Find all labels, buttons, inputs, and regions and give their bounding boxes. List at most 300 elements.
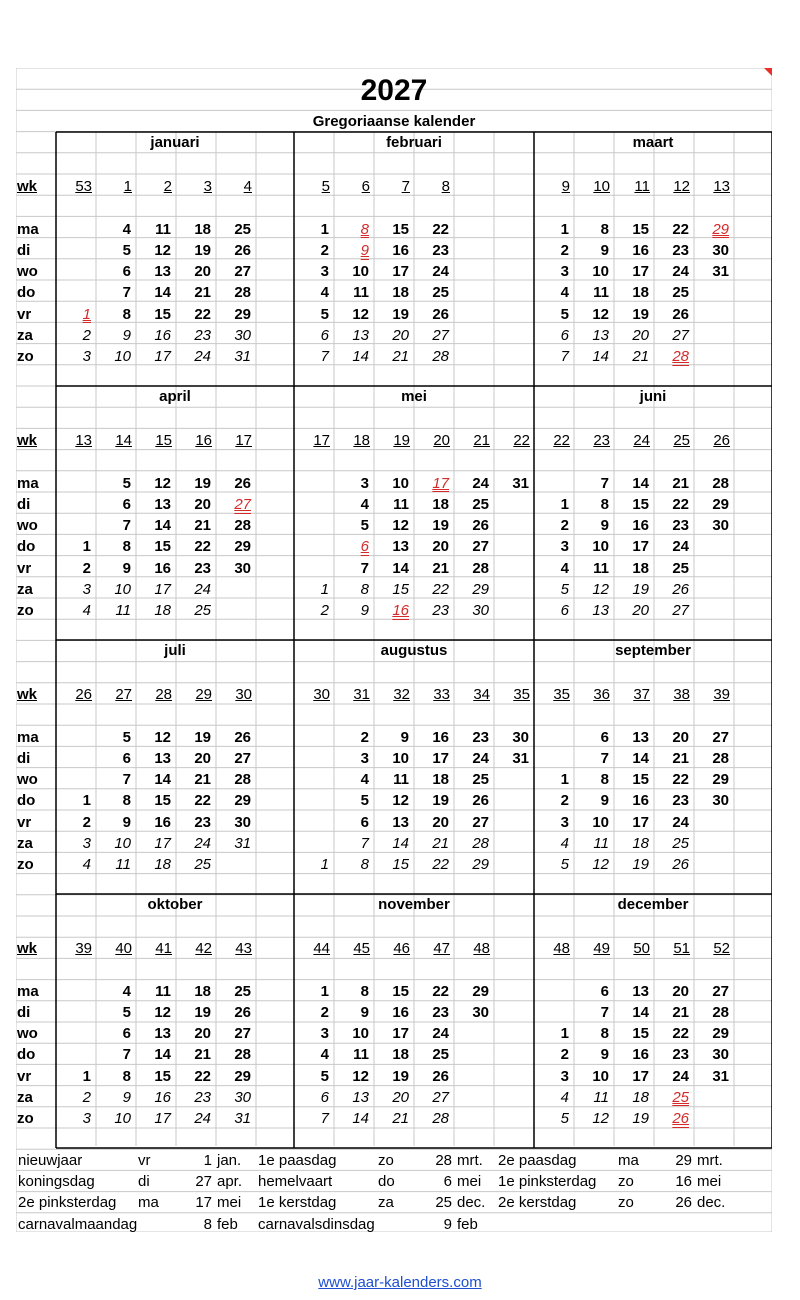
day-number: 7 (560, 348, 569, 365)
day-number: 10 (114, 834, 131, 852)
day-label: ma (17, 474, 39, 492)
day-number: 14 (352, 1110, 369, 1127)
day-number: 11 (393, 771, 409, 789)
day-number: 19 (432, 517, 449, 535)
holiday-date: 26 (672, 1110, 689, 1127)
day-number: 29 (712, 771, 729, 789)
day-number: 13 (154, 496, 171, 513)
week-number: 25 (673, 432, 690, 450)
day-label: za (17, 326, 33, 344)
day-number: 28 (234, 284, 251, 302)
week-number: 4 (243, 178, 252, 196)
day-number: 15 (392, 856, 409, 873)
day-number: 12 (352, 305, 369, 323)
holiday-name: 1e paasdag (258, 1152, 337, 1169)
day-number: 24 (194, 348, 211, 365)
day-number: 5 (122, 242, 131, 259)
day-number: 17 (632, 538, 649, 556)
day-number: 17 (154, 348, 171, 365)
day-number: 25 (472, 496, 489, 513)
day-number: 2 (82, 813, 91, 831)
holiday-date: 27 (234, 496, 251, 513)
day-number: 27 (432, 326, 449, 344)
day-number: 2 (82, 559, 91, 577)
week-number: 30 (235, 686, 252, 704)
day-number: 20 (632, 326, 649, 344)
day-number: 26 (472, 792, 489, 810)
day-number: 23 (672, 792, 689, 810)
day-number: 18 (632, 1088, 649, 1106)
day-number: 9 (122, 559, 131, 577)
day-number: 26 (672, 305, 689, 323)
day-number: 4 (122, 220, 131, 238)
day-label: do (17, 792, 36, 810)
calendar-sheet (16, 68, 772, 1232)
day-number: 4 (320, 284, 329, 302)
day-number: 12 (592, 856, 609, 873)
day-number: 5 (122, 728, 131, 746)
day-number: 22 (432, 982, 449, 1000)
day-number: 21 (432, 559, 449, 577)
day-number: 7 (320, 1110, 329, 1127)
day-number: 2 (560, 517, 569, 535)
day-label: za (17, 1088, 33, 1106)
day-number: 23 (194, 1088, 211, 1106)
day-number: 14 (632, 1004, 649, 1021)
day-number: 9 (600, 517, 609, 535)
week-number: 23 (593, 432, 610, 450)
day-number: 16 (632, 517, 649, 535)
day-number: 1 (560, 220, 569, 238)
day-number: 22 (194, 1067, 211, 1085)
week-number: 1 (123, 178, 132, 196)
holiday-weekday: zo (618, 1194, 634, 1212)
week-number: 34 (473, 686, 490, 704)
day-number: 22 (672, 1025, 689, 1043)
day-number: 12 (352, 1067, 369, 1085)
holiday-day: 17 (195, 1194, 212, 1212)
day-number: 25 (194, 856, 211, 873)
day-number: 29 (234, 305, 251, 323)
day-number: 8 (600, 496, 609, 513)
week-number: 3 (203, 178, 212, 196)
holiday-date: 28 (672, 348, 689, 365)
week-number: 27 (115, 686, 132, 704)
day-number: 14 (154, 1046, 171, 1064)
day-number: 9 (600, 792, 609, 810)
holiday-date: 9 (360, 242, 369, 259)
day-number: 23 (432, 602, 449, 619)
day-label: vr (17, 559, 32, 577)
day-number: 2 (320, 242, 329, 259)
week-number: 50 (633, 940, 650, 958)
day-label: di (17, 1004, 31, 1021)
holiday-day: 27 (195, 1173, 212, 1191)
day-number: 1 (82, 792, 91, 810)
day-number: 4 (320, 1046, 329, 1064)
day-number: 24 (194, 1110, 211, 1127)
day-number: 24 (672, 538, 689, 556)
day-number: 27 (712, 982, 729, 1000)
day-number: 29 (712, 496, 729, 513)
carnival-day: 8 (203, 1215, 212, 1233)
day-number: 10 (352, 263, 369, 281)
week-number: 22 (513, 432, 530, 450)
day-number: 1 (320, 982, 329, 1000)
day-number: 21 (432, 834, 449, 852)
day-number: 13 (352, 1088, 369, 1106)
day-label: ma (17, 220, 39, 238)
website-link[interactable]: www.jaar-kalenders.com (318, 1274, 482, 1291)
day-number: 31 (234, 834, 251, 852)
day-number: 23 (672, 1046, 689, 1064)
day-number: 23 (432, 1004, 449, 1021)
day-number: 31 (512, 474, 529, 492)
week-number: 2 (163, 178, 172, 196)
day-number: 31 (512, 750, 529, 767)
week-number: 7 (401, 178, 410, 196)
day-number: 14 (352, 348, 369, 365)
day-number: 28 (432, 348, 449, 365)
day-label: do (17, 1046, 36, 1064)
day-number: 24 (432, 263, 449, 281)
day-number: 13 (352, 326, 369, 344)
day-number: 10 (392, 750, 409, 767)
week-number: 20 (433, 432, 450, 450)
day-number: 27 (234, 263, 251, 281)
week-number: 24 (633, 432, 650, 450)
day-number: 3 (82, 1110, 91, 1127)
day-number: 31 (712, 263, 729, 281)
day-number: 7 (360, 834, 369, 852)
day-number: 2 (320, 602, 329, 619)
day-number: 8 (360, 856, 369, 873)
comment-marker-icon (764, 68, 772, 76)
day-number: 22 (194, 305, 211, 323)
day-number: 24 (472, 750, 489, 767)
day-number: 9 (122, 813, 131, 831)
week-number: 45 (353, 940, 370, 958)
day-number: 24 (432, 1025, 449, 1043)
day-number: 18 (392, 1046, 409, 1064)
day-number: 12 (154, 1004, 171, 1021)
day-number: 30 (234, 813, 251, 831)
day-number: 2 (360, 728, 369, 746)
day-number: 25 (672, 284, 689, 302)
day-label: di (17, 496, 31, 513)
holiday-date: 29 (712, 220, 729, 238)
day-number: 8 (360, 580, 369, 598)
day-number: 5 (560, 1110, 569, 1127)
day-number: 16 (392, 1004, 409, 1021)
day-number: 15 (154, 792, 171, 810)
day-number: 23 (672, 242, 689, 259)
day-number: 12 (592, 1110, 609, 1127)
day-number: 14 (632, 474, 649, 492)
day-number: 26 (234, 728, 251, 746)
holiday-day: 26 (675, 1194, 692, 1212)
day-number: 5 (560, 856, 569, 873)
day-number: 16 (392, 242, 409, 259)
holiday-weekday: ma (138, 1194, 159, 1212)
day-number: 8 (122, 305, 131, 323)
carnival-day: 9 (443, 1215, 452, 1233)
day-number: 27 (672, 602, 689, 619)
holiday-month: mrt. (457, 1152, 483, 1169)
day-number: 29 (712, 1025, 729, 1043)
day-number: 28 (712, 1004, 729, 1021)
day-number: 3 (360, 750, 369, 767)
day-number: 26 (672, 580, 689, 598)
day-label: zo (17, 1110, 34, 1127)
holiday-day: 6 (443, 1173, 452, 1191)
day-number: 7 (122, 1046, 131, 1064)
week-number: 48 (553, 940, 570, 958)
holiday-day: 29 (675, 1152, 692, 1169)
week-number: 37 (633, 686, 650, 704)
day-number: 15 (632, 496, 649, 513)
day-label: za (17, 580, 33, 598)
day-number: 5 (122, 1004, 131, 1021)
holiday-weekday: za (378, 1194, 394, 1212)
day-number: 28 (712, 750, 729, 767)
day-label: zo (17, 856, 34, 873)
week-number: 49 (593, 940, 610, 958)
day-number: 20 (194, 496, 211, 513)
day-number: 3 (360, 474, 369, 492)
day-number: 15 (392, 220, 409, 238)
day-label: ma (17, 728, 39, 746)
holiday-date: 16 (392, 602, 409, 619)
day-number: 6 (122, 496, 131, 513)
holiday-day: 16 (675, 1173, 692, 1191)
day-number: 11 (593, 834, 609, 852)
month-name: september (615, 642, 691, 659)
day-number: 20 (672, 982, 689, 1000)
day-number: 20 (194, 750, 211, 767)
holiday-day: 1 (203, 1152, 212, 1169)
week-number: 29 (195, 686, 212, 704)
day-label: do (17, 538, 36, 556)
day-number: 27 (432, 1088, 449, 1106)
day-number: 16 (632, 242, 649, 259)
day-number: 6 (122, 263, 131, 281)
holiday-name: nieuwjaar (18, 1152, 83, 1169)
week-label: wk (17, 178, 38, 196)
day-number: 11 (593, 284, 609, 302)
day-number: 13 (592, 326, 609, 344)
day-number: 20 (194, 263, 211, 281)
day-number: 19 (432, 792, 449, 810)
day-label: zo (17, 602, 34, 619)
day-label: zo (17, 348, 34, 365)
day-number: 7 (600, 474, 609, 492)
day-number: 28 (472, 559, 489, 577)
day-number: 12 (154, 474, 171, 492)
week-number: 36 (593, 686, 610, 704)
day-number: 14 (154, 771, 171, 789)
day-number: 7 (122, 771, 131, 789)
day-number: 30 (234, 1088, 251, 1106)
week-number: 17 (235, 432, 252, 450)
week-label: wk (17, 432, 38, 450)
day-number: 21 (194, 1046, 211, 1064)
day-number: 28 (472, 834, 489, 852)
day-number: 26 (234, 242, 251, 259)
day-number: 18 (154, 856, 171, 873)
holiday-date: 8 (360, 220, 369, 238)
day-number: 10 (114, 1110, 131, 1127)
month-name: april (159, 388, 191, 405)
day-number: 15 (392, 580, 409, 598)
week-number: 8 (441, 178, 450, 196)
day-number: 25 (472, 771, 489, 789)
day-number: 22 (194, 792, 211, 810)
holiday-month: jan. (217, 1152, 242, 1169)
day-number: 20 (392, 1088, 409, 1106)
week-number: 40 (115, 940, 132, 958)
day-number: 23 (194, 326, 211, 344)
day-number: 2 (82, 326, 91, 344)
month-name: augustus (380, 642, 448, 659)
day-number: 26 (672, 856, 689, 873)
day-number: 20 (632, 602, 649, 619)
day-number: 21 (392, 348, 409, 365)
day-number: 6 (360, 813, 369, 831)
holiday-name: 2e pinksterdag (18, 1194, 117, 1212)
day-number: 17 (632, 263, 649, 281)
holiday-weekday: zo (618, 1173, 634, 1191)
day-number: 10 (114, 580, 131, 598)
day-number: 19 (632, 580, 649, 598)
day-number: 17 (154, 834, 171, 852)
day-number: 9 (400, 728, 409, 746)
day-number: 1 (320, 856, 329, 873)
day-number: 6 (320, 1088, 329, 1106)
day-number: 26 (472, 517, 489, 535)
day-number: 17 (154, 1110, 171, 1127)
day-number: 29 (234, 1067, 251, 1085)
week-number: 42 (195, 940, 212, 958)
day-number: 21 (194, 517, 211, 535)
week-number: 14 (115, 432, 132, 450)
day-number: 11 (115, 602, 131, 619)
day-number: 13 (154, 263, 171, 281)
day-number: 17 (432, 750, 449, 767)
holiday-month: mrt. (697, 1152, 723, 1169)
day-number: 25 (672, 834, 689, 852)
week-number: 11 (634, 178, 650, 196)
day-number: 24 (672, 263, 689, 281)
day-number: 9 (122, 326, 131, 344)
day-number: 21 (392, 1110, 409, 1127)
day-number: 17 (632, 1067, 649, 1085)
day-number: 31 (234, 348, 251, 365)
day-number: 3 (82, 834, 91, 852)
week-number: 41 (155, 940, 172, 958)
day-number: 3 (82, 580, 91, 598)
day-number: 15 (392, 982, 409, 1000)
week-label: wk (17, 686, 38, 704)
day-number: 12 (154, 242, 171, 259)
day-number: 26 (432, 1067, 449, 1085)
day-number: 18 (392, 284, 409, 302)
day-number: 31 (234, 1110, 251, 1127)
week-number: 30 (313, 686, 330, 704)
day-number: 18 (154, 602, 171, 619)
day-number: 15 (154, 1067, 171, 1085)
day-number: 20 (672, 728, 689, 746)
day-number: 2 (82, 1088, 91, 1106)
day-number: 12 (392, 792, 409, 810)
week-label: wk (17, 940, 38, 958)
day-number: 2 (560, 792, 569, 810)
week-number: 47 (433, 940, 450, 958)
holiday-month: mei (697, 1173, 722, 1191)
day-label: za (17, 834, 33, 852)
day-number: 4 (360, 496, 369, 513)
day-number: 18 (432, 496, 449, 513)
day-number: 23 (432, 242, 449, 259)
day-number: 3 (560, 538, 569, 556)
day-number: 28 (432, 1110, 449, 1127)
day-number: 19 (632, 856, 649, 873)
day-number: 23 (472, 728, 489, 746)
week-number: 16 (195, 432, 212, 450)
day-number: 4 (360, 771, 369, 789)
holiday-month: dec. (697, 1194, 726, 1212)
day-number: 14 (154, 517, 171, 535)
day-number: 15 (154, 305, 171, 323)
day-number: 4 (560, 559, 569, 577)
day-number: 16 (432, 728, 449, 746)
day-number: 10 (592, 538, 609, 556)
day-number: 22 (194, 538, 211, 556)
week-number: 39 (75, 940, 92, 958)
day-number: 5 (360, 792, 369, 810)
day-number: 8 (600, 220, 609, 238)
day-number: 25 (234, 982, 251, 1000)
carnival-month: feb (457, 1215, 478, 1233)
holiday-date: 1 (82, 305, 91, 323)
day-number: 19 (632, 1110, 649, 1127)
holiday-month: apr. (217, 1173, 243, 1191)
day-number: 6 (320, 326, 329, 344)
day-number: 30 (712, 242, 729, 259)
week-number: 31 (353, 686, 370, 704)
day-number: 20 (432, 538, 449, 556)
holiday-day: 25 (435, 1194, 452, 1212)
holiday-weekday: zo (378, 1152, 394, 1169)
day-number: 14 (632, 750, 649, 767)
day-number: 24 (194, 580, 211, 598)
day-number: 4 (560, 834, 569, 852)
day-number: 15 (632, 771, 649, 789)
holiday-month: mei (457, 1173, 482, 1191)
day-label: vr (17, 305, 32, 323)
day-number: 10 (352, 1025, 369, 1043)
day-number: 9 (600, 242, 609, 259)
year-title: 2027 (360, 74, 428, 107)
day-number: 1 (320, 220, 329, 238)
month-name: november (378, 896, 450, 913)
week-number: 9 (561, 178, 570, 196)
day-number: 9 (600, 1046, 609, 1064)
day-number: 3 (320, 263, 329, 281)
day-number: 11 (155, 982, 171, 1000)
day-number: 31 (712, 1067, 729, 1085)
holiday-name: 2e kerstdag (498, 1194, 577, 1212)
